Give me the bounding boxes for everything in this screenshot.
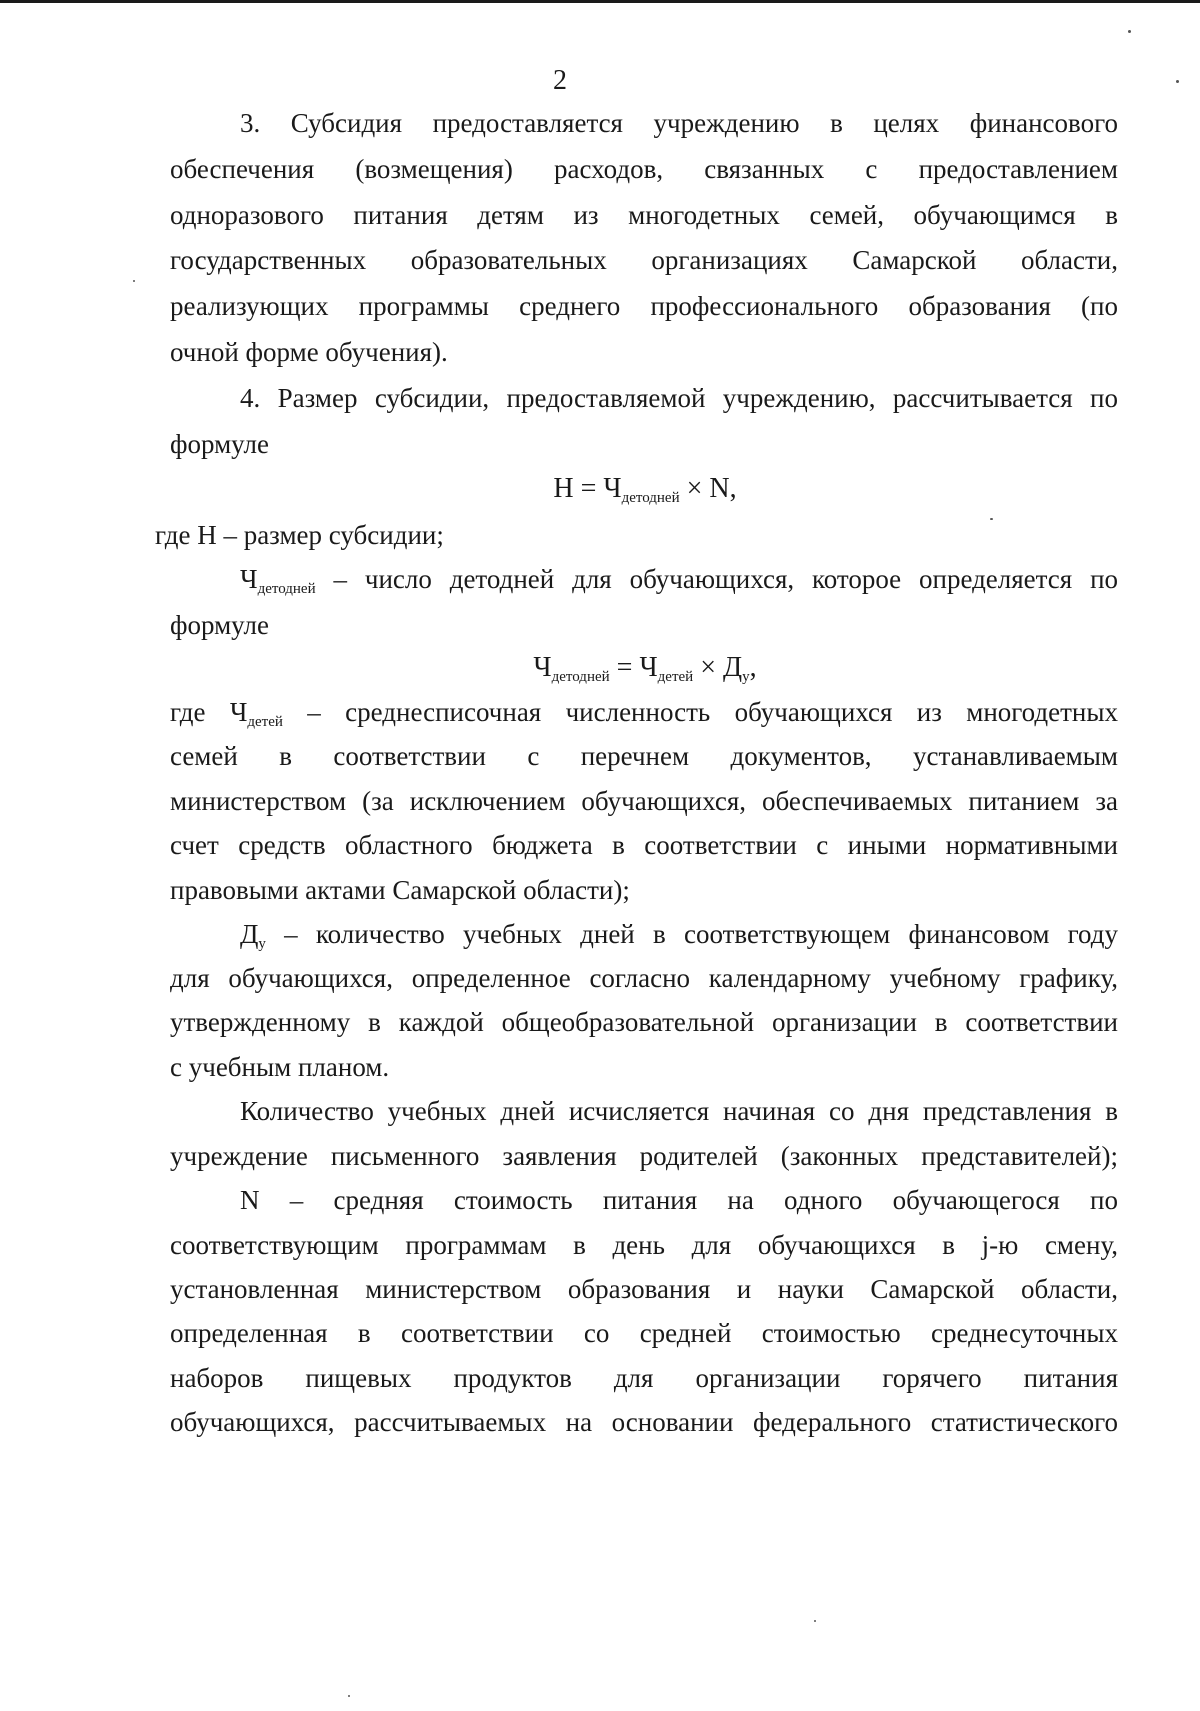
- scan-edge: [0, 0, 1200, 3]
- formula-subscript: детодней: [551, 669, 610, 685]
- formula-subscript: детей: [247, 714, 283, 730]
- formula-symbol: Ч: [603, 473, 622, 504]
- formula-symbol: Н: [553, 473, 574, 504]
- definition-lead: где: [170, 697, 206, 727]
- paragraph-line: 3. Субсидия предоставляется учреждению в целях финансового: [240, 108, 1118, 138]
- formula-subscript: детодней: [621, 490, 680, 506]
- formula-symbol: Д: [722, 652, 743, 683]
- paragraph-line: счет средств областного бюджета в соответствии с иными нормативными: [170, 830, 1118, 860]
- scan-speck: [814, 1620, 816, 1622]
- formula-subscript: детей: [657, 669, 694, 685]
- formula-symbol: Д: [240, 919, 259, 949]
- paragraph-line: семей в соответствии с перечнем документов, устанавливаемым: [170, 741, 1118, 771]
- formula-symbol: ,: [749, 652, 757, 683]
- paragraph-line: для обучающихся, определенное согласно календарному учебному графику,: [170, 963, 1118, 993]
- formula-symbol: ×: [700, 652, 716, 683]
- definition-line: [240, 562, 1118, 596]
- formula-subscript: у: [258, 936, 266, 952]
- paragraph-line: наборов пищевых продуктов для организации горячего питания: [170, 1363, 1118, 1393]
- paragraph-line: обеспечения (возмещения) расходов, связанных с предоставлением: [170, 154, 1118, 184]
- scan-speck: [1128, 30, 1131, 33]
- definition-text: – число детодней для обучающихся, которое определяется по: [333, 564, 1119, 594]
- formula-symbol: ×: [686, 473, 703, 504]
- paragraph-line: государственных образовательных организациях Самарской области,: [170, 245, 1118, 275]
- paragraph-line: формуле: [170, 610, 269, 640]
- formula-symbol: Ч: [533, 652, 552, 683]
- formula-symbol: =: [616, 652, 633, 683]
- formula-subscript: у: [742, 669, 750, 685]
- paragraph-line: Количество учебных дней исчисляется начиная со дня представления в: [240, 1096, 1118, 1126]
- paragraph-line: соответствующим программам в день для обучающихся в j-ю смену,: [170, 1230, 1118, 1260]
- paragraph-line: очной форме обучения).: [170, 337, 448, 367]
- scan-speck: [133, 280, 135, 282]
- definition-text: – среднесписочная численность обучающихся из многодетных: [307, 697, 1119, 727]
- paragraph-line: утвержденному в каждой общеобразовательной организации в соответствии: [170, 1007, 1118, 1037]
- paragraph-line: реализующих программы среднего профессионального образования (по: [170, 291, 1118, 321]
- paragraph-line: где Н – размер субсидии;: [155, 520, 444, 550]
- paragraph-line: 4. Размер субсидии, предоставляемой учреждению, рассчитывается по: [240, 383, 1118, 413]
- paragraph-line: учреждение письменного заявления родителей (законных представителей);: [170, 1141, 1118, 1171]
- definition-text: – количество учебных дней в соответствующем финансовом году: [284, 919, 1119, 949]
- paragraph-line: формуле: [170, 429, 269, 459]
- paragraph-line: определенная в соответствии со средней стоимостью среднесуточных: [170, 1318, 1118, 1348]
- paragraph-line: обучающихся, рассчитываемых на основании федерального статистического: [170, 1407, 1118, 1437]
- scan-speck: [1176, 80, 1179, 83]
- formula-subsidy: [0, 471, 1200, 507]
- scan-speck: [348, 1695, 350, 1697]
- scan-speck: [990, 518, 993, 520]
- formula-symbol: Ч: [639, 652, 658, 683]
- formula-symbol: =: [580, 473, 597, 504]
- formula-subscript: детодней: [257, 581, 316, 597]
- formula-child-days: [0, 650, 1200, 686]
- paragraph-line: с учебным планом.: [170, 1052, 390, 1082]
- definition-line: [170, 695, 1118, 729]
- paragraph-line: правовыми актами Самарской области);: [170, 875, 630, 905]
- paragraph-line: министерством (за исключением обучающихся, обеспечиваемых питанием за: [170, 786, 1118, 816]
- page-number: 2: [553, 65, 567, 96]
- formula-symbol: N,: [709, 473, 737, 504]
- definition-line: [240, 917, 1118, 951]
- formula-symbol: Ч: [229, 697, 248, 727]
- paragraph-line: одноразового питания детям из многодетных семей, обучающимся в: [170, 200, 1118, 230]
- formula-symbol: Ч: [240, 564, 258, 594]
- paragraph-line: N – средняя стоимость питания на одного обучающегося по: [240, 1185, 1118, 1215]
- paragraph-line: установленная министерством образования и науки Самарской области,: [170, 1274, 1118, 1304]
